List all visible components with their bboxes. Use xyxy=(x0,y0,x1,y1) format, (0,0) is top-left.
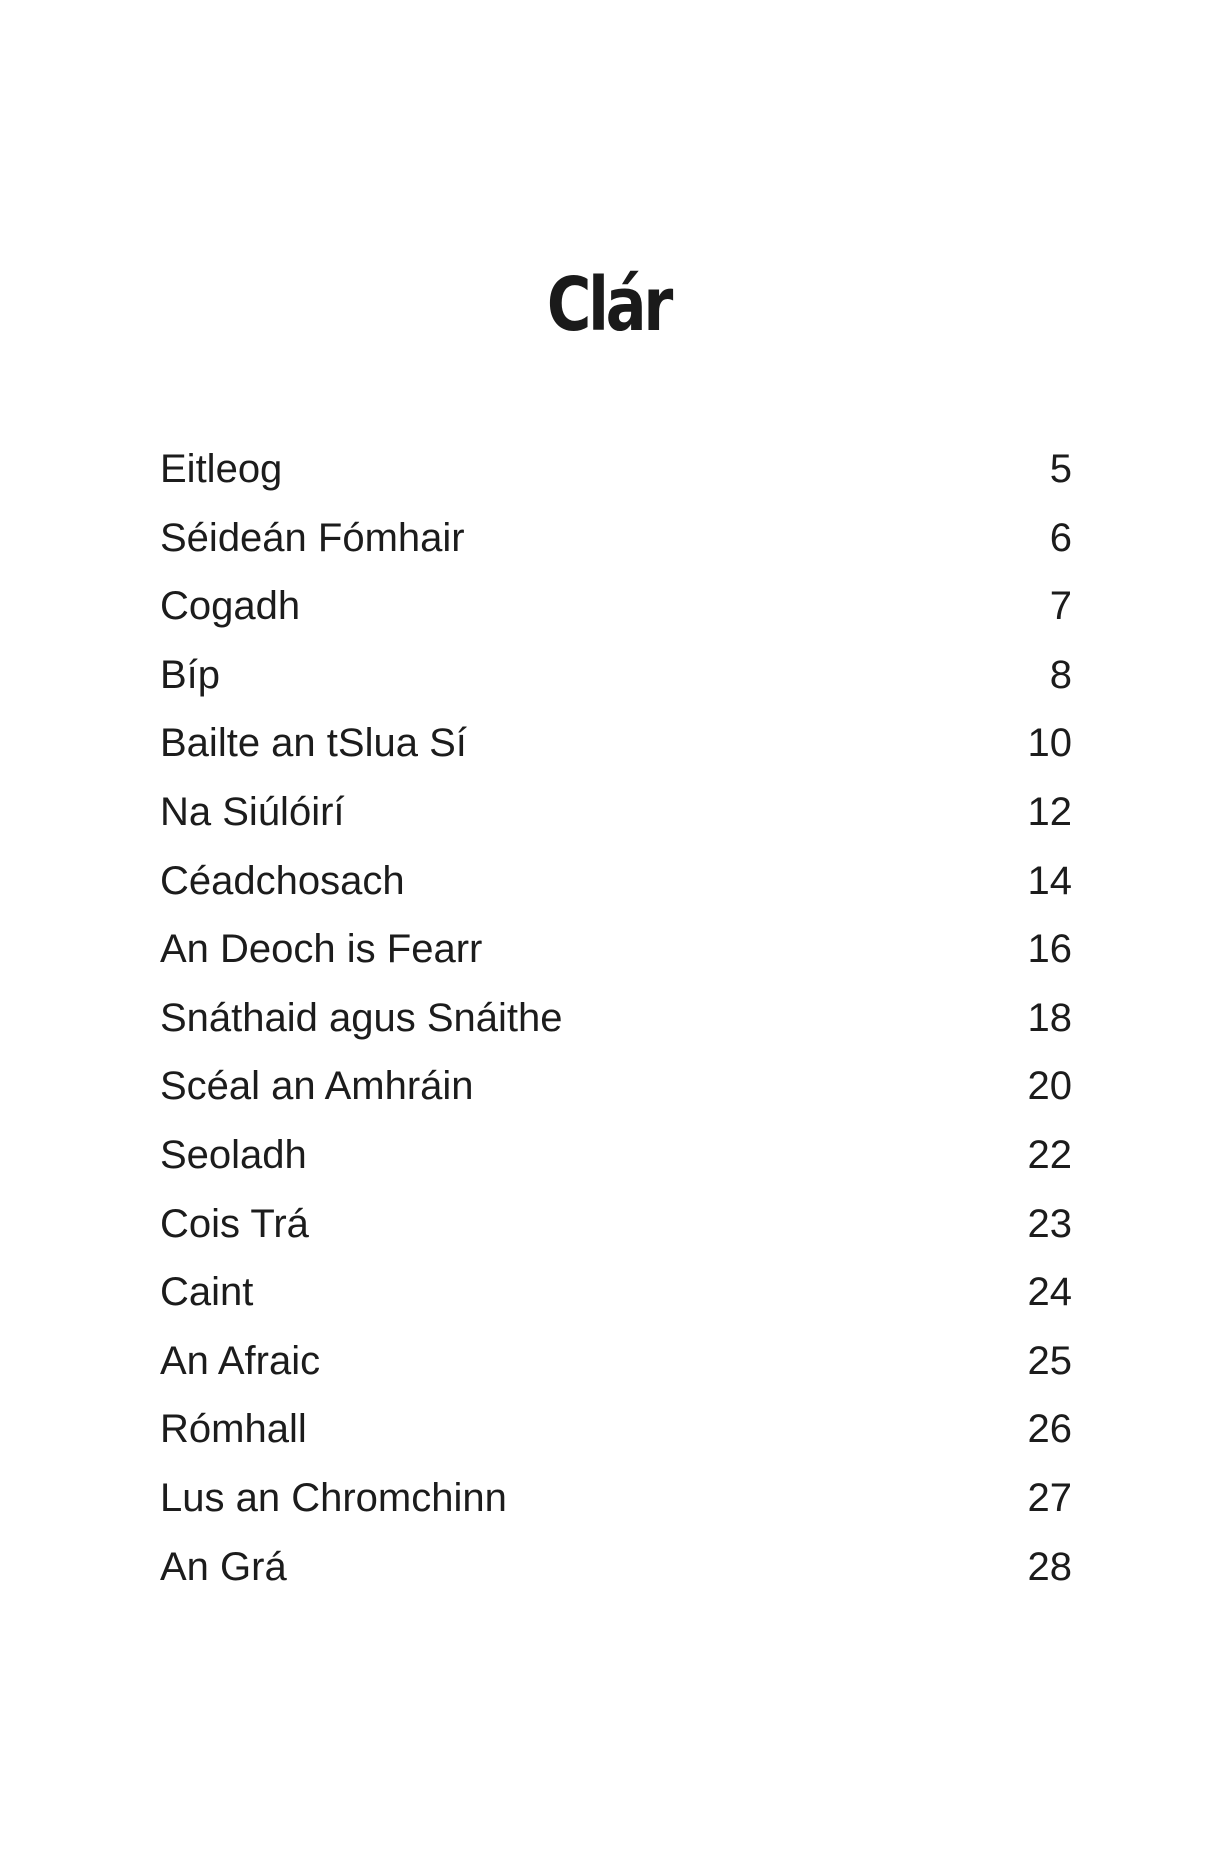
toc-entry xyxy=(160,778,1072,847)
toc-entry xyxy=(160,1052,1072,1121)
toc-entry-title: Rómhall xyxy=(160,1407,307,1452)
toc-entry-title: Seoladh xyxy=(160,1132,307,1177)
toc-entry-page: 23 xyxy=(1027,1201,1072,1246)
toc-entry-title: Snáthaid agus Snáithe xyxy=(160,995,563,1040)
toc-entry-title: Bailte an tSlua Sí xyxy=(160,721,467,766)
toc-entry-title: Céadchosach xyxy=(160,858,405,903)
toc-entry-title: Séideán Fómhair xyxy=(160,515,465,560)
toc-entry-page: 6 xyxy=(1049,515,1072,560)
toc-entry xyxy=(160,435,1072,504)
toc-entry xyxy=(160,1258,1072,1327)
table-of-contents xyxy=(160,435,1072,1601)
toc-entry xyxy=(160,1121,1072,1190)
toc-entry-page: 12 xyxy=(1027,789,1072,834)
toc-entry-title: Lus an Chromchinn xyxy=(160,1475,507,1520)
toc-entry-title: Cois Trá xyxy=(160,1201,309,1246)
toc-entry-page: 10 xyxy=(1027,721,1072,766)
toc-entry xyxy=(160,1395,1072,1464)
toc-entry xyxy=(160,1190,1072,1259)
toc-entry-page: 26 xyxy=(1027,1407,1072,1452)
toc-entry-title: Na Siúlóirí xyxy=(160,789,345,834)
toc-entry-title: Bíp xyxy=(160,652,221,697)
toc-entry-page: 20 xyxy=(1027,1064,1072,1109)
toc-entry-page: 5 xyxy=(1049,447,1072,491)
toc-entry xyxy=(160,915,1072,984)
toc-entry-page: 22 xyxy=(1027,1132,1072,1177)
toc-entry-page: 16 xyxy=(1027,927,1072,972)
toc-entry-page: 25 xyxy=(1027,1338,1072,1383)
toc-entry-page: 7 xyxy=(1049,584,1072,629)
toc-entry xyxy=(160,1327,1072,1396)
toc-entry-title: Cogadh xyxy=(160,584,301,629)
toc-entry-title: An Afraic xyxy=(160,1338,321,1383)
toc-entry xyxy=(160,641,1072,710)
toc-entry xyxy=(160,1464,1072,1533)
toc-entry xyxy=(160,709,1072,778)
toc-entry-title: Eitleog xyxy=(160,447,283,491)
toc-entry-page: 18 xyxy=(1027,995,1072,1040)
page-title: Clár xyxy=(546,262,670,348)
toc-entry-title: Caint xyxy=(160,1270,254,1315)
toc-entry xyxy=(160,1533,1072,1602)
toc-entry-page: 28 xyxy=(1027,1544,1072,1589)
toc-entry-page: 14 xyxy=(1027,858,1072,903)
toc-entry-page: 24 xyxy=(1027,1270,1072,1315)
toc-entry xyxy=(160,847,1072,916)
toc-entry xyxy=(160,504,1072,573)
toc-entry xyxy=(160,572,1072,641)
toc-entry-page: 8 xyxy=(1049,652,1072,697)
toc-entry-page: 27 xyxy=(1027,1475,1072,1520)
toc-entry-title: An Deoch is Fearr xyxy=(160,927,483,972)
toc-entry-title: Scéal an Amhráin xyxy=(160,1064,474,1109)
toc-entry-title: An Grá xyxy=(160,1544,287,1589)
toc-entry xyxy=(160,984,1072,1053)
